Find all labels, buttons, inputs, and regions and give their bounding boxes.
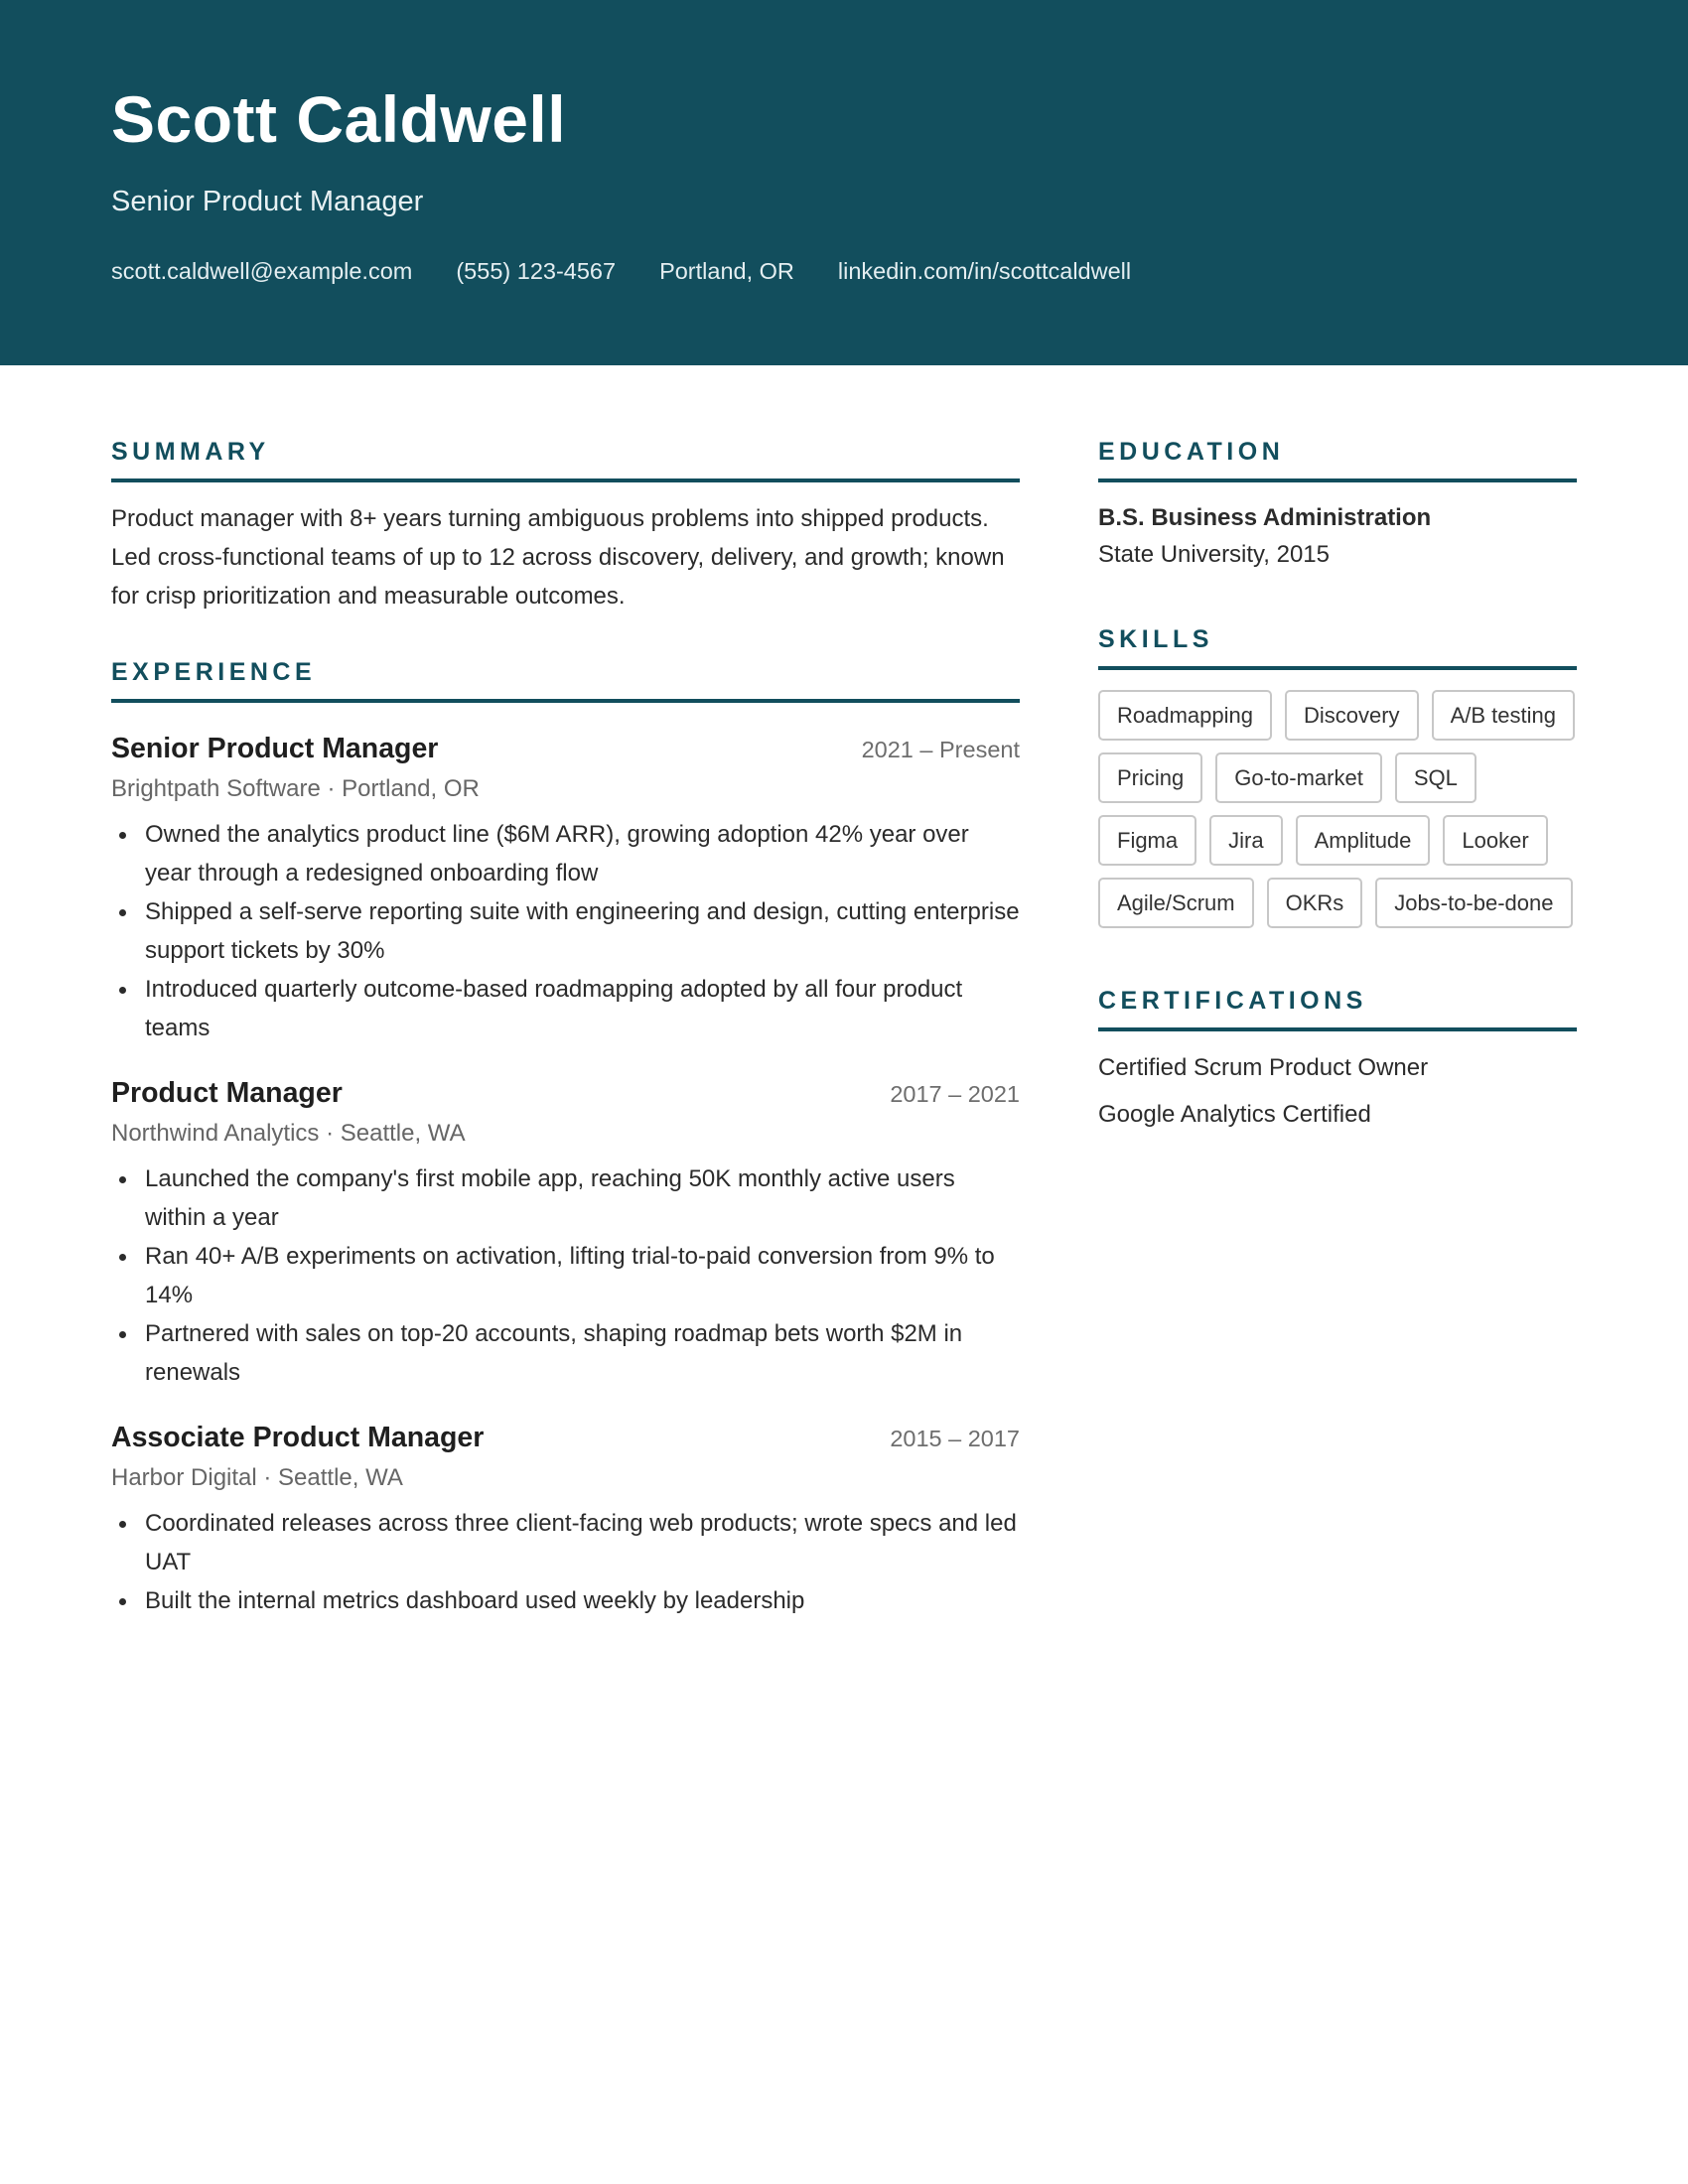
job-entry	[111, 1422, 1020, 1620]
section-heading: SUMMARY	[111, 437, 1020, 482]
candidate-name: Scott Caldwell	[111, 82, 567, 156]
job-dates: 2015 – 2017	[890, 1426, 1020, 1451]
skill-tag: Discovery	[1285, 690, 1419, 741]
job-company: Brightpath Software · Portland, OR	[111, 775, 480, 802]
section-heading: EDUCATION	[1098, 437, 1577, 482]
job-title: Product Manager	[111, 1077, 343, 1109]
job-header	[111, 1422, 1020, 1454]
job-bullet: Ran 40+ A/B experiments on activation, lifting trial-to-paid conversion from 9% to 14%	[111, 1237, 1020, 1314]
job-bullets	[111, 815, 1020, 1047]
candidate-title: Senior Product Manager	[111, 186, 424, 217]
contact-list	[111, 258, 1131, 285]
job-bullet: Introduced quarterly outcome-based roadmapping adopted by all four product teams	[111, 970, 1020, 1047]
job-bullet: Built the internal metrics dashboard used weekly by leadership	[111, 1581, 1020, 1620]
experience-section	[111, 657, 1020, 1620]
job-entry	[111, 1077, 1020, 1392]
section-heading: SKILLS	[1098, 624, 1577, 670]
skill-tag: A/B testing	[1432, 690, 1575, 741]
job-bullets	[111, 1504, 1020, 1620]
education-section	[1098, 437, 1577, 569]
job-bullet: Owned the analytics product line ($6M ARR), growing adoption 42% year over year through a redesigned onboarding flow	[111, 815, 1020, 892]
job-company: Harbor Digital · Seattle, WA	[111, 1464, 403, 1491]
job-title: Associate Product Manager	[111, 1422, 485, 1453]
main-column	[111, 437, 1020, 1620]
skill-tag: Agile/Scrum	[1098, 878, 1254, 928]
skill-tag: SQL	[1395, 752, 1477, 803]
degree-name: B.S. Business Administration	[1098, 504, 1432, 531]
job-dates: 2017 – 2021	[890, 1081, 1020, 1107]
skill-tag: Pricing	[1098, 752, 1202, 803]
job-header	[111, 733, 1020, 765]
skill-tag-list	[1098, 690, 1577, 928]
skill-tag: Jobs-to-be-done	[1375, 878, 1572, 928]
job-company: Northwind Analytics · Seattle, WA	[111, 1120, 466, 1147]
certification-item: Google Analytics Certified	[1098, 1101, 1371, 1128]
skill-tag: Roadmapping	[1098, 690, 1272, 741]
job-bullets	[111, 1160, 1020, 1392]
school-name: State University, 2015	[1098, 541, 1331, 568]
skill-tag: Amplitude	[1296, 815, 1431, 866]
job-title: Senior Product Manager	[111, 733, 439, 764]
job-header	[111, 1077, 1020, 1110]
job-bullet: Partnered with sales on top-20 accounts, shaping roadmap bets worth $2M in renewals	[111, 1314, 1020, 1392]
skills-section	[1098, 624, 1577, 928]
skill-tag: OKRs	[1267, 878, 1363, 928]
skill-tag: Looker	[1443, 815, 1547, 866]
skill-tag: Go-to-market	[1215, 752, 1382, 803]
section-heading: EXPERIENCE	[111, 657, 1020, 703]
summary-section	[111, 437, 1020, 615]
section-heading: CERTIFICATIONS	[1098, 986, 1577, 1031]
job-dates: 2021 – Present	[861, 737, 1020, 762]
certification-item: Certified Scrum Product Owner	[1098, 1054, 1429, 1081]
sidebar-column	[1098, 437, 1577, 1147]
skill-tag: Jira	[1209, 815, 1282, 866]
job-bullet: Coordinated releases across three client-facing web products; wrote specs and led UAT	[111, 1504, 1020, 1581]
skill-tag: Figma	[1098, 815, 1196, 866]
certification-list	[1098, 1053, 1577, 1130]
summary-text: Product manager with 8+ years turning ambiguous problems into shipped products. Led cross-functional teams of up to 12 across discovery, delivery, and growth; known for crisp prioritization and measurable outcomes.	[111, 505, 1005, 610]
contact-phone[interactable]: (555) 123-4567	[456, 258, 617, 284]
job-entry	[111, 733, 1020, 1047]
job-bullet: Shipped a self-serve reporting suite with engineering and design, cutting enterprise support tickets by 30%	[111, 892, 1020, 970]
job-bullet: Launched the company's first mobile app, reaching 50K monthly active users within a year	[111, 1160, 1020, 1237]
contact-location: Portland, OR	[659, 258, 794, 284]
contact-email[interactable]: scott.caldwell@example.com	[111, 258, 413, 284]
resume-header	[0, 0, 1688, 365]
certifications-section	[1098, 986, 1577, 1130]
contact-linkedin[interactable]: linkedin.com/in/scottcaldwell	[837, 258, 1132, 284]
